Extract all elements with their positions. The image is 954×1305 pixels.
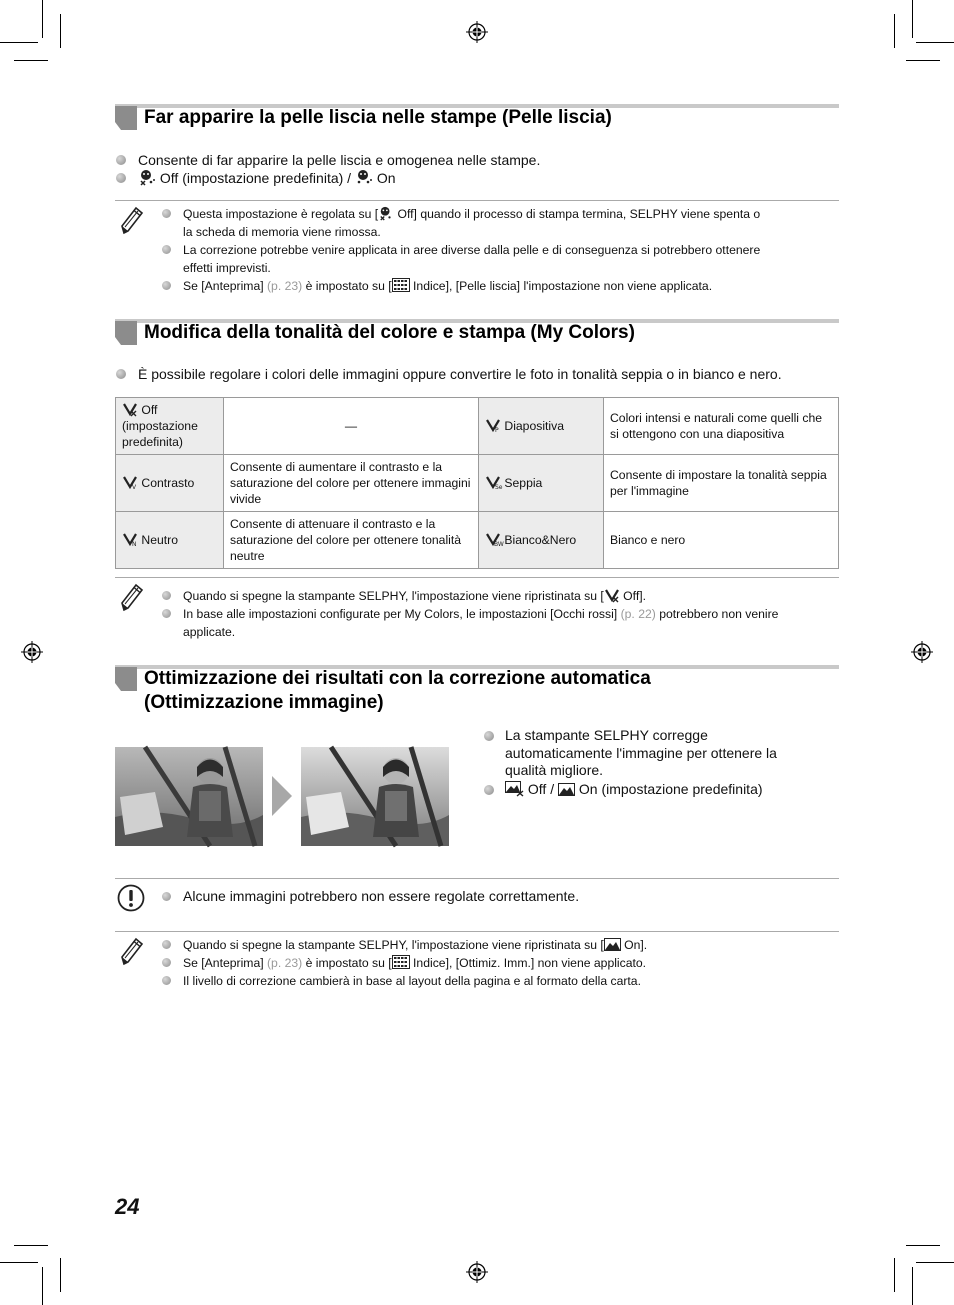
section-title: Modifica della tonalità del colore e stampa (My Colors) bbox=[144, 322, 635, 343]
my-colors-bw-icon bbox=[485, 532, 504, 548]
bullet-icon bbox=[484, 785, 494, 795]
my-colors-table bbox=[115, 397, 839, 569]
note-rule bbox=[115, 931, 839, 932]
bullet-icon bbox=[116, 369, 126, 379]
bullet-icon bbox=[116, 155, 126, 165]
bullet-icon bbox=[162, 245, 171, 254]
note-text: Off]. bbox=[619, 589, 646, 603]
section-flag-icon bbox=[115, 667, 137, 691]
note-item bbox=[183, 954, 823, 972]
note-item bbox=[183, 605, 823, 641]
crop-mark bbox=[906, 1245, 940, 1246]
note-item bbox=[183, 587, 823, 605]
table-cell-desc: Bianco e nero bbox=[604, 512, 839, 569]
smooth-skin-off-icon bbox=[138, 169, 156, 185]
bullet-text-line: La stampante SELPHY corregge bbox=[505, 727, 708, 743]
image-optimize-on-icon bbox=[558, 783, 575, 796]
bullet-icon bbox=[162, 892, 171, 901]
section-flag-icon bbox=[115, 106, 137, 130]
table-cell-label bbox=[116, 512, 224, 569]
table-cell-label bbox=[479, 455, 604, 512]
crop-mark bbox=[0, 42, 38, 43]
note-text: Indice], [Ottimiz. Imm.] non viene applicato. bbox=[409, 956, 647, 970]
note-text: Se [Anteprima] bbox=[183, 279, 267, 293]
image-optimize-on-label: On (impostazione predefinita) bbox=[578, 781, 763, 797]
bullet-text bbox=[505, 727, 777, 780]
my-colors-positive-film-icon bbox=[485, 418, 501, 432]
table-cell-desc: — bbox=[224, 398, 479, 455]
table-cell-desc: Consente di aumentare il contrasto e la saturazione del colore per ottenere immagini vivide bbox=[224, 455, 479, 512]
note-text: la scheda di memoria viene rimossa. bbox=[183, 225, 381, 239]
crop-mark bbox=[906, 60, 940, 61]
crop-mark bbox=[894, 14, 895, 48]
pencil-note-icon bbox=[119, 583, 145, 613]
table-row bbox=[116, 512, 839, 569]
bullet-icon bbox=[162, 958, 171, 967]
index-grid-icon bbox=[392, 955, 410, 969]
smooth-skin-on-label: On bbox=[376, 170, 396, 186]
registration-mark-icon bbox=[466, 21, 488, 43]
section-title: (Ottimizzazione immagine) bbox=[144, 692, 384, 713]
page-reference-link[interactable]: (p. 23) bbox=[267, 279, 303, 293]
svg-text:BW: BW bbox=[494, 541, 504, 548]
bullet-text-line: automaticamente l'immagine per ottenere la bbox=[505, 744, 777, 761]
note-text: Quando si spegne la stampante SELPHY, l'impostazione viene ripristinata su [ bbox=[183, 938, 604, 952]
note-text: Off] quando il processo di stampa termina, SELPHY viene spenta o bbox=[394, 207, 761, 221]
table-row bbox=[116, 398, 839, 455]
arrow-right-icon bbox=[272, 776, 292, 816]
svg-text:V: V bbox=[132, 484, 137, 491]
pencil-note-icon bbox=[119, 206, 145, 236]
cell-text: Diapositiva bbox=[504, 419, 565, 433]
table-row bbox=[116, 455, 839, 512]
bullet-text-line: qualità migliore. bbox=[505, 762, 604, 778]
note-text: Questa impostazione è regolata su [ bbox=[183, 207, 379, 221]
crop-mark bbox=[912, 1267, 913, 1305]
table-cell-label bbox=[116, 398, 224, 455]
note-text: La correzione potrebbe venire applicata in aree diverse dalla pelle e di conseguenza si potrebbero ottenere bbox=[183, 243, 761, 257]
smooth-skin-off-icon bbox=[378, 206, 394, 220]
note-text: Quando si spegne la stampante SELPHY, l'impostazione viene ripristinata su [ bbox=[183, 589, 604, 603]
crop-mark bbox=[912, 0, 913, 38]
note-item bbox=[183, 936, 823, 954]
crop-mark bbox=[916, 42, 954, 43]
sample-photo-before bbox=[115, 747, 263, 846]
bullet-icon bbox=[162, 209, 171, 218]
crop-mark bbox=[14, 60, 48, 61]
bullet-icon bbox=[162, 281, 171, 290]
bullet-icon bbox=[162, 976, 171, 985]
note-text: è impostato su [ bbox=[302, 956, 392, 970]
page-reference-link[interactable]: (p. 23) bbox=[267, 956, 303, 970]
crop-mark bbox=[916, 1262, 954, 1263]
my-colors-vivid-icon bbox=[122, 475, 138, 489]
bullet-text bbox=[138, 169, 396, 187]
cell-text: Contrasto bbox=[141, 476, 195, 490]
note-item bbox=[183, 205, 823, 241]
bullet-icon bbox=[162, 940, 171, 949]
my-colors-neutral-icon bbox=[122, 532, 138, 546]
crop-mark bbox=[894, 1258, 895, 1292]
note-text: Indice], [Pelle liscia] l'impostazione non viene applicata. bbox=[409, 279, 713, 293]
image-optimize-off-icon bbox=[505, 781, 524, 796]
smooth-skin-off-label: Off (impostazione predefinita) / bbox=[159, 170, 352, 186]
page-number: 24 bbox=[115, 1194, 140, 1219]
note-rule bbox=[115, 878, 839, 879]
bullet-icon bbox=[162, 591, 171, 600]
bullet-text: Consente di far apparire la pelle liscia e omogenea nelle stampe. bbox=[138, 152, 541, 168]
cell-text: Off (impostazione predefinita) bbox=[122, 403, 198, 449]
crop-mark bbox=[60, 14, 61, 48]
index-grid-icon bbox=[392, 278, 410, 292]
note-text: Se [Anteprima] bbox=[183, 956, 267, 970]
note-item bbox=[183, 277, 823, 295]
note-rule bbox=[115, 577, 839, 578]
sample-photo-after bbox=[301, 747, 449, 846]
cell-text: Bianco&Nero bbox=[504, 533, 577, 547]
note-text: effetti imprevisti. bbox=[183, 261, 271, 275]
note-text: applicate. bbox=[183, 625, 236, 639]
note-text: On]. bbox=[620, 938, 648, 952]
svg-text:N: N bbox=[132, 541, 137, 548]
cell-text: Neutro bbox=[141, 533, 178, 547]
bullet-icon bbox=[162, 609, 171, 618]
table-cell-desc: Consente di impostare la tonalità seppia per l'immagine bbox=[604, 455, 839, 512]
crop-mark bbox=[42, 0, 43, 38]
bullet-icon bbox=[116, 173, 126, 183]
table-cell-label bbox=[479, 398, 604, 455]
table-cell-label bbox=[479, 512, 604, 569]
table-cell-desc: Colori intensi e naturali come quelli che si ottengono con una diapositiva bbox=[604, 398, 839, 455]
registration-mark-icon bbox=[911, 641, 933, 663]
note-text: potrebbero non venire bbox=[655, 607, 779, 621]
crop-mark bbox=[14, 1245, 48, 1246]
pencil-note-icon bbox=[119, 937, 145, 967]
section-flag-icon bbox=[115, 321, 137, 345]
crop-mark bbox=[0, 1262, 38, 1263]
my-colors-off-icon bbox=[604, 588, 620, 602]
registration-mark-icon bbox=[21, 641, 43, 663]
image-optimize-on-icon bbox=[604, 938, 621, 951]
note-text: In base alle impostazioni configurate per My Colors, le impostazioni [Occhi rossi] bbox=[183, 607, 621, 621]
my-colors-sepia-icon bbox=[485, 475, 501, 489]
crop-mark bbox=[60, 1258, 61, 1292]
section-title: Ottimizzazione dei risultati con la correzione automatica bbox=[144, 668, 651, 689]
svg-text:Se: Se bbox=[495, 484, 503, 491]
bullet-text bbox=[505, 780, 763, 798]
table-cell-label bbox=[116, 455, 224, 512]
note-item: Il livello di correzione cambierà in base al layout della pagina e al formato della carta. bbox=[183, 974, 641, 988]
smooth-skin-on-icon bbox=[355, 169, 373, 185]
registration-mark-icon bbox=[466, 1261, 488, 1283]
crop-mark bbox=[42, 1267, 43, 1305]
svg-text:P: P bbox=[495, 427, 499, 434]
bullet-text: È possibile regolare i colori delle immagini oppure convertire le foto in tonalità seppia o in bianco e nero. bbox=[138, 366, 782, 382]
cell-text: Seppia bbox=[504, 476, 543, 490]
image-optimize-off-label: Off / bbox=[527, 781, 555, 797]
note-item bbox=[183, 241, 823, 277]
caution-text: Alcune immagini potrebbero non essere regolate correttamente. bbox=[183, 888, 580, 904]
bullet-icon bbox=[484, 731, 494, 741]
my-colors-off-icon bbox=[122, 402, 138, 416]
page-reference-link[interactable]: (p. 22) bbox=[620, 607, 656, 621]
section-title: Far apparire la pelle liscia nelle stampe (Pelle liscia) bbox=[144, 107, 612, 128]
note-text: è impostato su [ bbox=[302, 279, 392, 293]
table-cell-desc: Consente di attenuare il contrasto e la saturazione del colore per ottenere tonalità neutre bbox=[224, 512, 479, 569]
caution-icon bbox=[117, 884, 145, 912]
note-rule bbox=[115, 200, 839, 201]
